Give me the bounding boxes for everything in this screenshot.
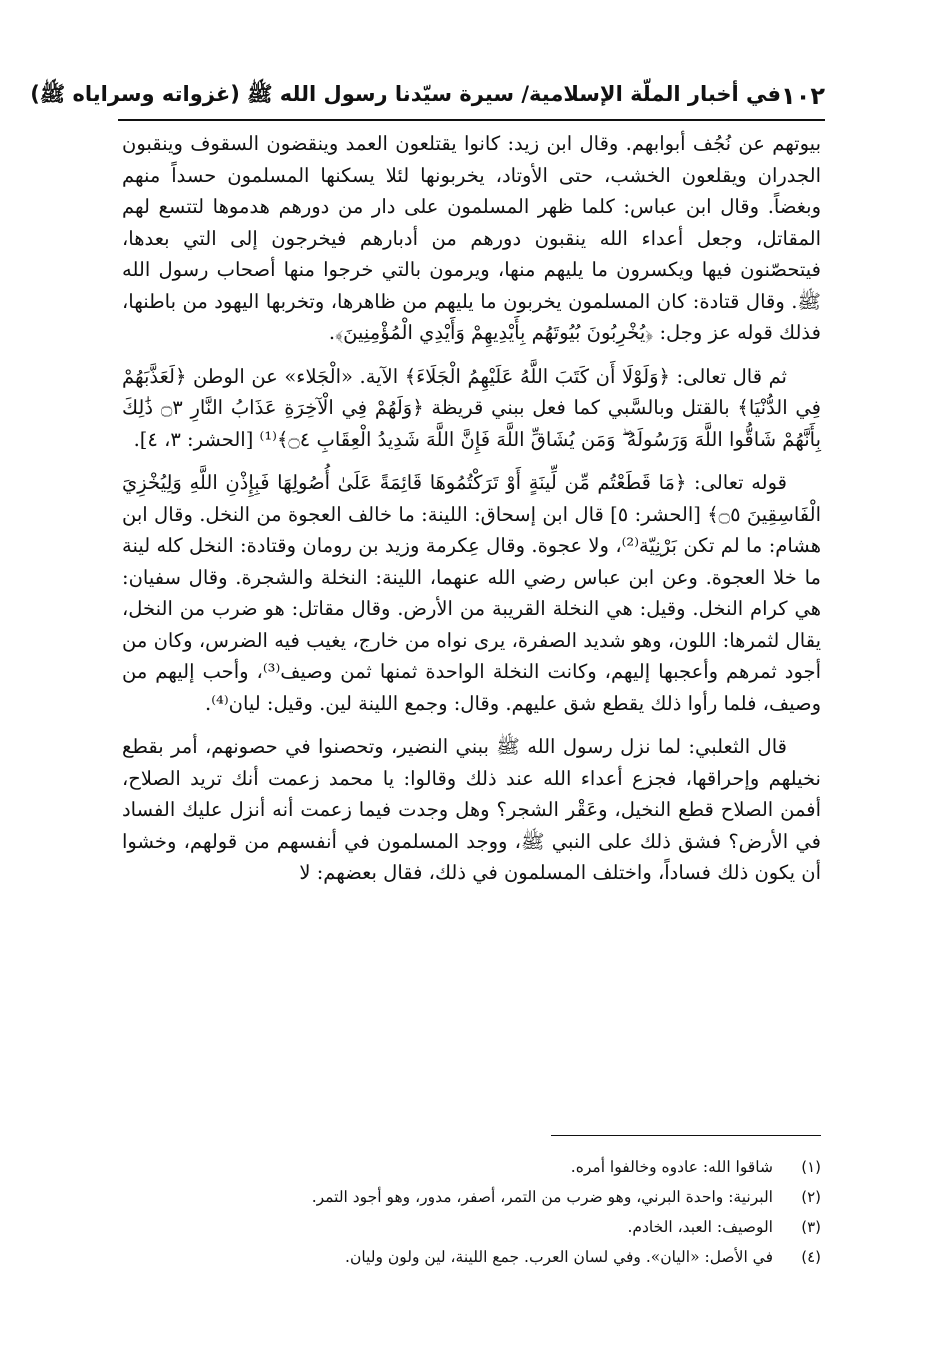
- footnotes: [122, 1152, 821, 1272]
- footnote-item: [122, 1182, 821, 1212]
- footnote-text: البرنية: واحدة البرني، وهو ضرب من التمر، أصفر، مدور، وهو أجود التمر.: [311, 1188, 773, 1206]
- running-title: في أخبار الملّة الإسلامية/ سيرة سيّدنا رسول الله ﷺ (غزواته وسراياه ﷺ): [30, 81, 782, 106]
- paragraph: ثم قال تعالى: ﴿وَلَوْلَا أَن كَتَبَ اللَّهُ عَلَيْهِمُ الْجَلَاءَ﴾ الآية. «الْجَلاء» عن الوطن ﴿لَعَذَّبَهُمْ فِي الدُّنْيَا﴾ بالقتل وبالسَّبي كما فعل ببني قريظة ﴿وَلَهُمْ فِي الْآخِرَةِ عَذَابُ النَّارِ ۝٣ ذَٰلِكَ بِأَنَّهُمْ شَاقُّوا اللَّهَ وَرَسُولَهُ ۖ وَمَن يُشَاقِّ اللَّهَ فَإِنَّ اللَّهَ شَدِيدُ الْعِقَابِ ۝٤﴾⁽¹⁾ [الحشر: ٣، ٤].: [122, 364, 821, 451]
- header-rule: [118, 119, 825, 121]
- footnote-text: الوصيف: العبد، الخادم.: [627, 1218, 773, 1236]
- paragraph: قال الثعلبي: لما نزل رسول الله ﷺ ببني النضير، وتحصنوا في حصونهم، أمر بقطع نخيلهم وإحراقها، فجزع أعداء الله عند ذلك وقالوا: يا محمد زعمت أنك تريد الصلاح، أفمن الصلاح قطع النخيل، وعَقْر الشجر؟ وهل وجدت فيما زعمت أنه أنزل عليك الفساد في الأرض؟ فشق ذلك على النبي ﷺ، ووجد المسلمون في أنفسهم من قولهم، وخشوا أن يكون ذلك فساداً، واختلف المسلمون في ذلك، فقال بعضهم: لا: [122, 735, 821, 884]
- page-number: ١٠٢: [781, 82, 825, 110]
- paragraph: بيوتهم عن نُجُف أبوابهم. وقال ابن زيد: كانوا يقتلعون العمد وينقضون السقوف وينقبون الجدران ويقلعون الخشب، حتى الأوتاد، يخربونها لئلا يسكنها المسلمون حسداً منهم وبغضاً. وقال ابن عباس: كلما ظهر المسلمون على دار من دورهم هدموها لتتسع لهم المقاتل، وجعل أعداء الله ينقبون دورهم من أدبارهم فيخرجون إلى التي بعدها، فيتحصّنون فيها ويكسرون ما يليهم منها، ويرمون بالتي خرجوا منها أصحاب رسول الله ﷺ. وقال قتادة: كان المسلمون يخربون ما يليهم من ظاهرها، وتخربها اليهود من باطنها، فذلك قوله عز وجل: ﴿يُخْرِبُونَ بُيُوتَهُم بِأَيْدِيهِمْ وَأَيْدِي الْمُؤْمِنِينَ﴾.: [122, 132, 821, 344]
- footnote-item: [122, 1152, 821, 1182]
- footnote-item: [122, 1212, 821, 1242]
- footnote-number: (٢): [801, 1188, 821, 1206]
- footnote-item: [122, 1242, 821, 1272]
- footnote-text: شاقوا الله: عادوه وخالفوا أمره.: [570, 1158, 773, 1176]
- paragraph: قوله تعالى: ﴿مَا قَطَعْتُم مِّن لِّينَةٍ أَوْ تَرَكْتُمُوهَا قَائِمَةً عَلَىٰ أُصُولِهَا فَبِإِذْنِ اللَّهِ وَلِيُخْزِيَ الْفَاسِقِينَ ۝٥﴾ [الحشر: ٥] قال ابن إسحاق: اللينة: ما خالف العجوة من النخل. وقال ابن هشام: ما لم تكن بَرْنِيّة⁽²⁾، ولا عجوة. وقال عِكرمة وزيد بن رومان وقتادة: النخل كله لينة ما خلا العجوة. وعن ابن عباس رضي الله عنهما، اللينة: النخلة والشجرة. وقال سفيان: هي كرام النخل. وقيل: هي النخلة القريبة من الأرض. وقال مقاتل: هو ضرب من النخل، يقال لثمرها: اللون، وهو شديد الصفرة، يرى نواه من خارج، يغيب فيه الضرس، وكان من أجود ثمرهم وأعجبها إليهم، وكانت النخلة الواحدة ثمنها ثمن وصيف⁽³⁾، وأحب إليهم من وصيف، فلما رأوا ذلك يقطع شق عليهم. وقال: وجمع اللينة لين. وقيل: ليان⁽⁴⁾.: [122, 471, 822, 715]
- footnote-number: (٣): [801, 1218, 821, 1236]
- footnote-text: في الأصل: «اليان». وفي لسان العرب. جمع اللينة، لين ولون وليان.: [345, 1248, 773, 1266]
- main-text: [122, 128, 821, 901]
- footnote-number: (١): [801, 1158, 821, 1176]
- page-header: [30, 78, 825, 114]
- footnote-number: (٤): [801, 1248, 821, 1266]
- footnote-separator: [551, 1135, 821, 1136]
